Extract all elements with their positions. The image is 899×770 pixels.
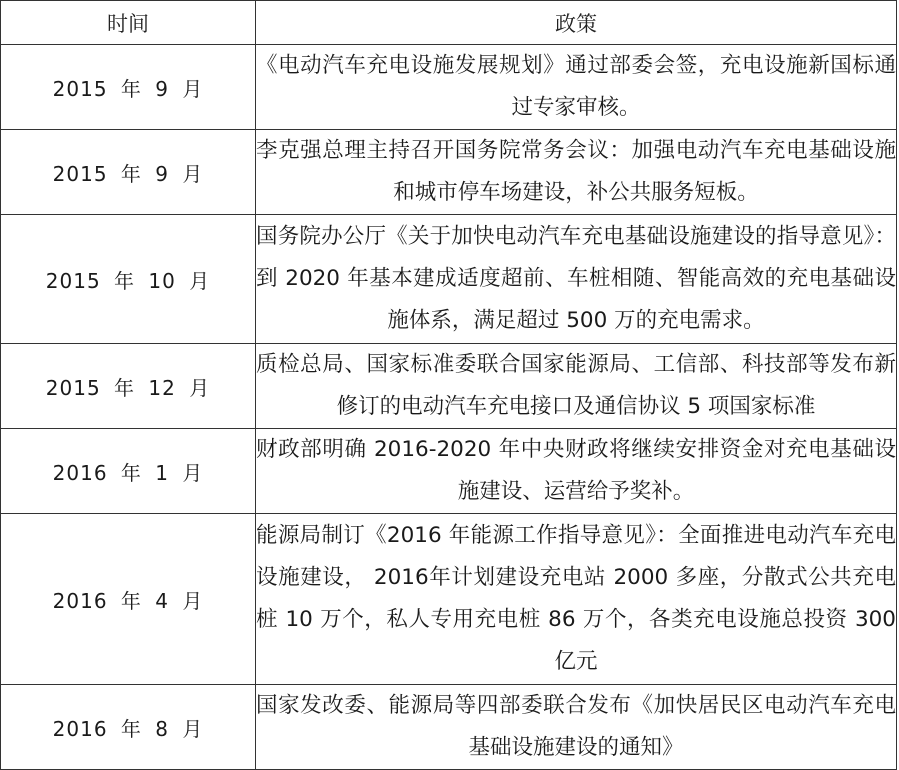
row-time: 2015 年 12 月: [1, 344, 256, 429]
table-row: [1, 429, 897, 514]
row-time: 2015 年 9 月: [1, 45, 256, 130]
row-policy: 国家发改委、能源局等四部委联合发布《加快居民区电动汽车充电基础设施建设的通知》: [256, 685, 897, 770]
row-policy: 《电动汽车充电设施发展规划》通过部委会签，充电设施新国标通过专家审核。: [256, 45, 897, 130]
row-policy: 财政部明确 2016-2020 年中央财政将继续安排资金对充电基础设施建设、运营给予奖补。: [256, 429, 897, 514]
table-row: [1, 215, 897, 344]
row-time: 2015 年 9 月: [1, 130, 256, 215]
row-time: 2015 年 10 月: [1, 215, 256, 344]
table-row: [1, 45, 897, 130]
row-policy: 国务院办公厅《关于加快电动汽车充电基础设施建设的指导意见》：到 2020 年基本建成适度超前、车桩相随、智能高效的充电基础设施体系，满足超过 500 万的充电需求。: [256, 215, 897, 344]
row-time: 2016 年 1 月: [1, 429, 256, 514]
table-row: [1, 685, 897, 770]
row-policy: 质检总局、国家标准委联合国家能源局、工信部、科技部等发布新修订的电动汽车充电接口及通信协议 5 项国家标准: [256, 344, 897, 429]
header-policy: 政策: [256, 1, 897, 45]
row-policy: 李克强总理主持召开国务院常务会议：加强电动汽车充电基础设施和城市停车场建设，补公共服务短板。: [256, 130, 897, 215]
row-time: 2016 年 8 月: [1, 685, 256, 770]
header-row: [1, 1, 897, 45]
table-row: [1, 344, 897, 429]
table-row: [1, 514, 897, 685]
row-policy: 能源局制订《2016 年能源工作指导意见》：全面推进电动汽车充电设施建设， 2016年计划建设充电站 2000 多座，分散式公共充电桩 10 万个，私人专用充电桩 86 万个，各类充电设施总投资 300 亿元: [256, 514, 897, 685]
table-header: [1, 1, 897, 45]
table-row: [1, 130, 897, 215]
table-body: [1, 45, 897, 770]
header-time: 时间: [1, 1, 256, 45]
row-time: 2016 年 4 月: [1, 514, 256, 685]
